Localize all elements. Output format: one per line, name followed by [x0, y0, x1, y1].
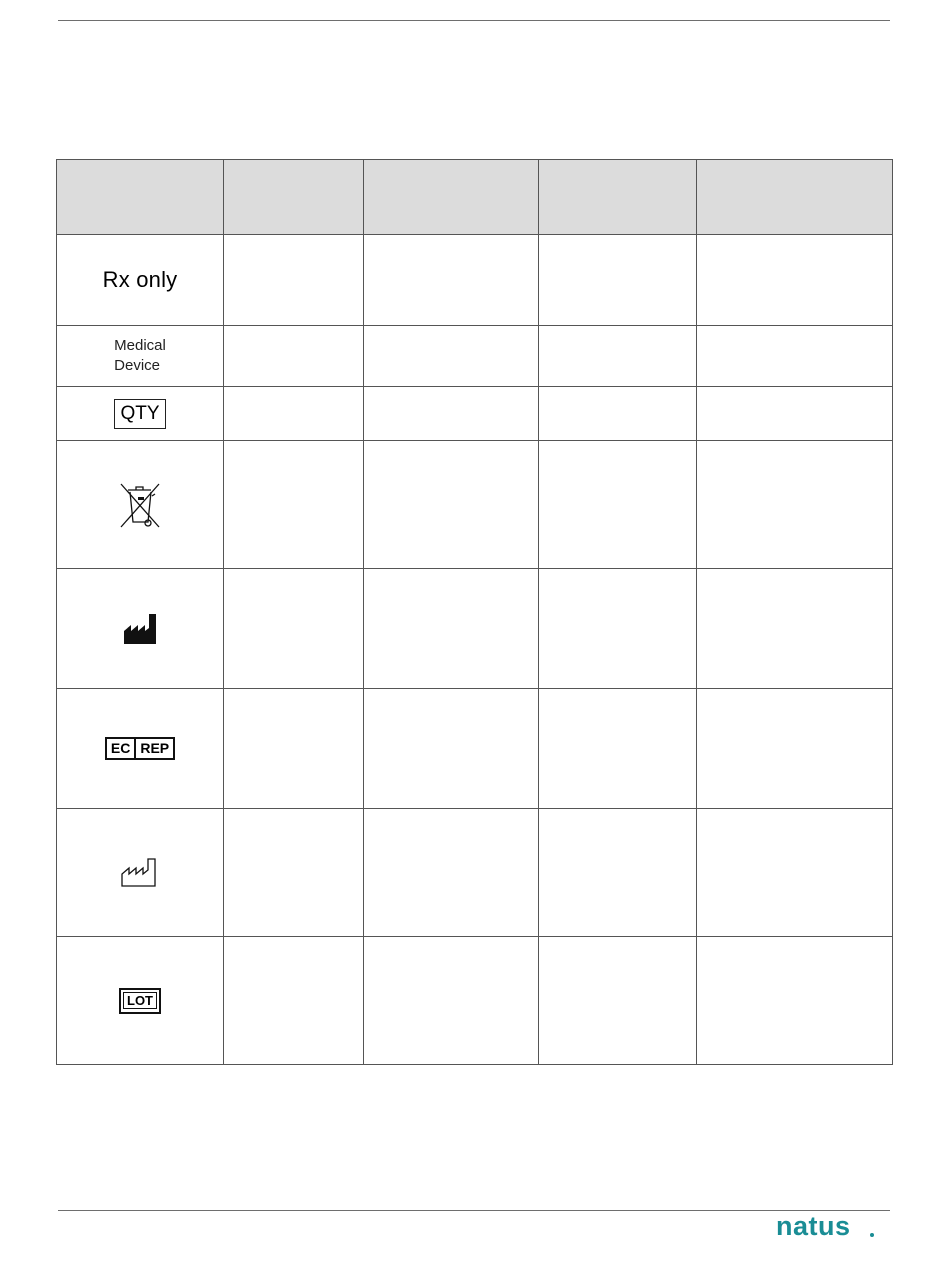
table-cell	[224, 387, 364, 441]
table-row	[57, 569, 893, 689]
symbol-cell	[57, 326, 224, 387]
table-cell	[224, 809, 364, 937]
table-row	[57, 235, 893, 326]
table-cell	[224, 326, 364, 387]
table-cell	[364, 387, 539, 441]
table-cell	[697, 326, 893, 387]
lot-symbol	[119, 988, 161, 1014]
table-cell	[539, 387, 697, 441]
table-cell	[364, 235, 539, 326]
header-cell	[697, 160, 893, 235]
symbol-cell	[57, 937, 224, 1065]
table-row	[57, 937, 893, 1065]
table-cell	[539, 441, 697, 569]
table-header	[57, 160, 893, 235]
table-cell	[364, 441, 539, 569]
header-cell	[57, 160, 224, 235]
natus-logo-dot	[870, 1233, 874, 1237]
table-row	[57, 689, 893, 809]
table-cell	[539, 689, 697, 809]
footer-rule	[58, 1210, 890, 1211]
table-cell	[364, 569, 539, 689]
header-rule	[58, 20, 890, 21]
ec-rep-symbol	[105, 737, 175, 760]
table-row	[57, 809, 893, 937]
table-cell	[539, 937, 697, 1065]
manufacturer-icon	[122, 611, 158, 647]
natus-logo	[776, 1213, 876, 1239]
header-cell	[224, 160, 364, 235]
table-cell	[539, 569, 697, 689]
table-cell	[697, 235, 893, 326]
table-header-row	[57, 160, 893, 235]
table-cell	[697, 441, 893, 569]
medical-device-symbol	[114, 336, 166, 376]
table-row	[57, 387, 893, 441]
table-cell	[224, 235, 364, 326]
table-cell	[364, 689, 539, 809]
natus-logo-text: natus	[776, 1213, 851, 1239]
table-cell	[364, 809, 539, 937]
medical-device-line: Medical	[114, 337, 166, 354]
ec-rep-left: EC	[110, 740, 131, 756]
symbol-cell	[57, 387, 224, 441]
date-of-manufacture-icon	[120, 857, 160, 889]
table-cell	[224, 689, 364, 809]
medical-device-line: Device	[114, 357, 161, 374]
table-row	[57, 326, 893, 387]
table-row	[57, 441, 893, 569]
symbol-cell	[57, 689, 224, 809]
table-cell	[364, 326, 539, 387]
symbol-cell	[57, 569, 224, 689]
table-cell	[224, 569, 364, 689]
header-cell	[539, 160, 697, 235]
table-cell	[224, 937, 364, 1065]
symbol-cell	[57, 235, 224, 326]
lot-label: LOT	[123, 992, 157, 1009]
qty-symbol: QTY	[114, 399, 165, 429]
symbol-cell	[57, 441, 224, 569]
ec-rep-right: REP	[134, 739, 173, 758]
rx-only-symbol: Rx only	[102, 267, 178, 292]
header-cell	[364, 160, 539, 235]
table-cell	[539, 235, 697, 326]
table-cell	[697, 387, 893, 441]
table-cell	[697, 689, 893, 809]
table-cell	[697, 569, 893, 689]
table-cell	[539, 326, 697, 387]
symbol-cell	[57, 809, 224, 937]
weee-bin-icon	[118, 480, 162, 530]
symbols-table	[56, 159, 893, 1065]
table-cell	[697, 937, 893, 1065]
table-cell	[224, 441, 364, 569]
table-cell	[697, 809, 893, 937]
table-cell	[364, 937, 539, 1065]
table-cell	[539, 809, 697, 937]
